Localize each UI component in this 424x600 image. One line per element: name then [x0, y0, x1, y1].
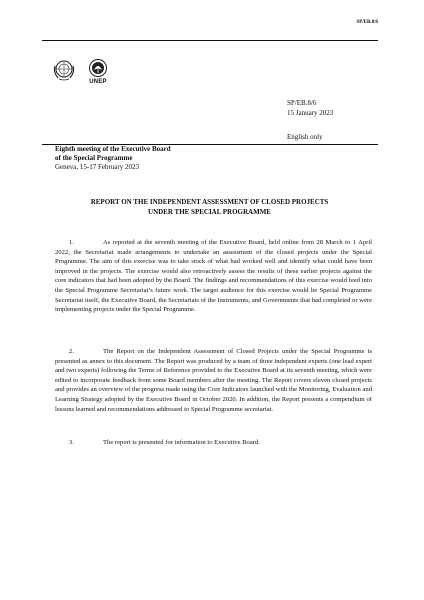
unep-logo: [88, 58, 108, 85]
paragraph-number: 1.: [69, 239, 74, 246]
meeting-title-line1: Eighth meeting of the Executive Board: [55, 145, 171, 153]
paragraph-number: 2.: [69, 348, 74, 355]
meeting-title-line2: of the Special Programme: [55, 154, 133, 162]
paragraph-text: The Report on the Independent Assessment of Closed Projects under the Special Programme is presented as annex to this document. The Report was produced by a team of three independent experts (one lead expert and two experts) following the Terms of Reference provided to the Executive Board at its seventh meeting, which were edited to incorporate feedback from some Board members after the meeting. The Report covers eleven closed projects and provides an overview of the progress made using the Core Indicators launched with the Monitoring, Evaluation and Learning Strategy adopted by the Executive Board in October 2020. In addition, the Report presents a compendium of lessons learned and recommendations addressed to Special Programme secretariat.: [55, 348, 372, 413]
report-title-line2: UNDER THE SPECIAL PROGRAMME: [148, 208, 271, 216]
un-logo: [52, 58, 76, 82]
logo-row: [52, 58, 108, 85]
paragraph-text: As reported at the seventh meeting of the Executive Board, held online from 28 March to 1 April 2022, the Secretariat made arrangements to undertake an assessment of the closed projects under the Special Programme. The aim of this exercise was to take stock of what had worked well and identify what could have been improved in the projects. The exercise would also retroactively assess the results of these earlier projects against the core indicators that had been adopted by the Board. The findings and recommendations of this exercise would feed into the Special Programme Secretariat’s future work. The target audience for this exercise would be Special Programme Secretariat itself, the Executive Board, the Secretariats of the Instruments, and Governments that had completed or were implementing projects under the Special Programme.: [55, 239, 372, 314]
report-title-line1: REPORT ON THE INDEPENDENT ASSESSMENT OF CLOSED PROJECTS: [90, 198, 329, 206]
paragraph-3: [55, 438, 372, 448]
meeting-location-date: Geneva, 15-17 February 2023: [55, 163, 139, 171]
paragraph-number: 3.: [69, 439, 74, 446]
unep-label: UNEP: [89, 79, 107, 85]
un-emblem-icon: [52, 58, 76, 82]
document-date: 15 January 2023: [287, 109, 334, 117]
paragraph-text: The report is presented for information to Executive Board.: [103, 439, 260, 446]
document-language: English only: [287, 133, 323, 141]
meeting-info: [55, 145, 171, 172]
unep-emblem-icon: [88, 58, 108, 78]
paragraph-2: [55, 347, 372, 414]
document-info: [287, 98, 333, 142]
header-divider: [42, 40, 378, 41]
report-title: [55, 197, 364, 217]
paragraph-1: [55, 238, 372, 315]
header-document-symbol: SP/EB.8/6: [356, 20, 378, 25]
document-symbol: SP/EB.8/6: [287, 99, 317, 107]
